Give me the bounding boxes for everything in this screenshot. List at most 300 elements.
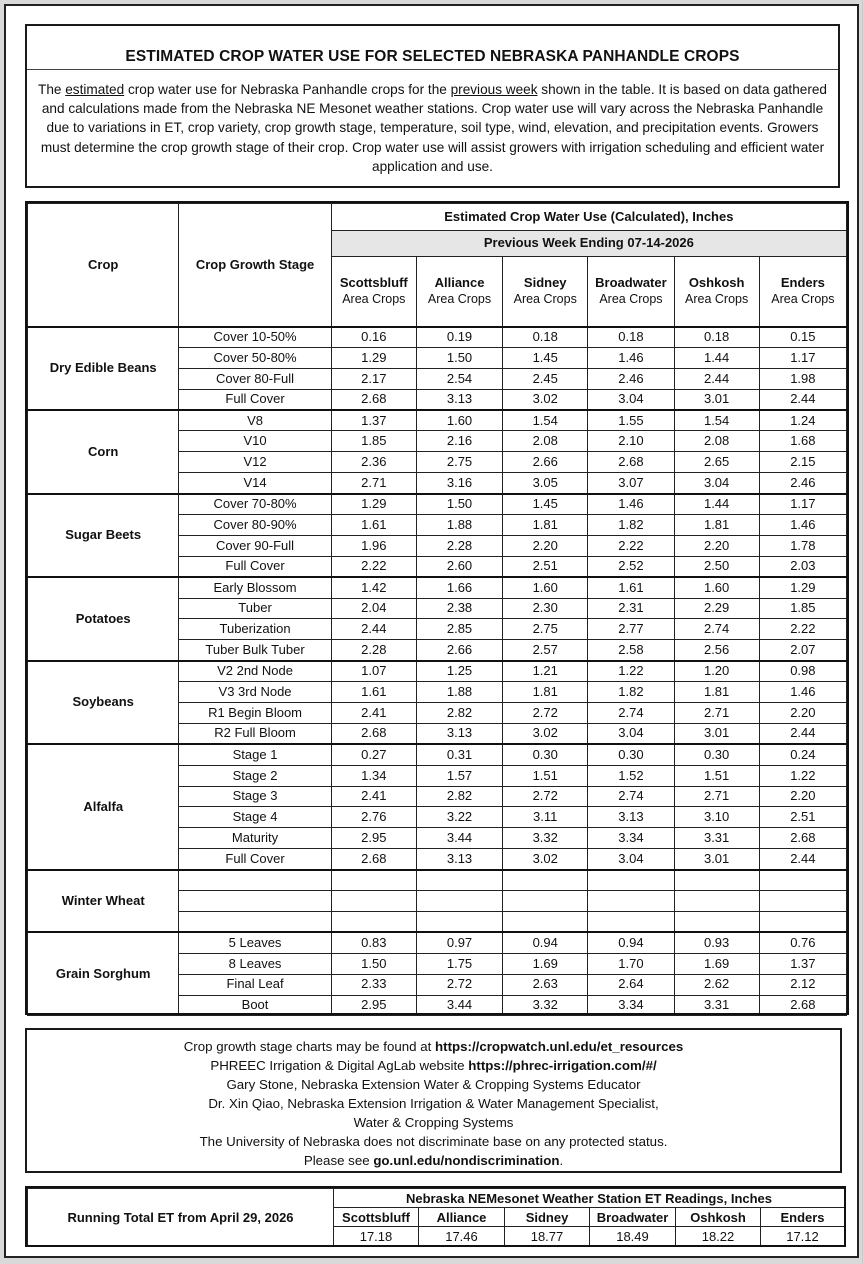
water-use-value-cell: 1.69 xyxy=(503,953,588,974)
et-location-header: Scottsbluff xyxy=(334,1208,419,1227)
et-location-header: Alliance xyxy=(419,1208,505,1227)
water-use-value-cell xyxy=(503,891,588,912)
water-use-value-cell: 2.44 xyxy=(759,389,846,410)
water-use-value-cell: 2.20 xyxy=(674,535,759,556)
growth-stage-cell: R2 Full Bloom xyxy=(179,723,331,744)
water-use-value-cell: 2.72 xyxy=(416,974,502,995)
water-use-value-cell: 2.17 xyxy=(331,368,416,389)
water-use-value-cell: 3.44 xyxy=(416,995,502,1016)
growth-stage-cell: Cover 80-90% xyxy=(179,515,331,536)
water-use-value-cell: 2.04 xyxy=(331,598,416,619)
water-use-value-cell: 1.98 xyxy=(759,368,846,389)
water-use-value-cell: 2.68 xyxy=(759,828,846,849)
water-use-value-cell xyxy=(674,870,759,891)
water-use-value-cell: 1.21 xyxy=(503,661,588,682)
water-use-value-cell: 2.57 xyxy=(503,640,588,661)
location-name: Broadwater xyxy=(595,274,667,290)
col-header-location xyxy=(588,257,674,327)
water-use-value-cell: 3.16 xyxy=(416,473,502,494)
growth-stage-cell: Cover 70-80% xyxy=(179,494,331,515)
col-header-stage: Crop Growth Stage xyxy=(179,204,331,327)
water-use-value-cell: 2.33 xyxy=(331,974,416,995)
water-use-value-cell: 2.60 xyxy=(416,556,502,577)
water-use-value-cell: 2.51 xyxy=(503,556,588,577)
growth-stage-cell: V2 2nd Node xyxy=(179,661,331,682)
table-row xyxy=(28,410,847,431)
water-use-value-cell: 2.44 xyxy=(331,619,416,640)
water-use-value-cell: 3.04 xyxy=(588,849,674,870)
water-use-value-cell: 1.25 xyxy=(416,661,502,682)
water-use-value-cell: 2.52 xyxy=(588,556,674,577)
et-value-cell: 18.22 xyxy=(676,1227,761,1246)
water-use-value-cell xyxy=(503,870,588,891)
table-row xyxy=(28,661,847,682)
growth-stage-cell: Tuberization xyxy=(179,619,331,640)
water-use-value-cell: 1.50 xyxy=(416,347,502,368)
growth-stage-cell: Maturity xyxy=(179,828,331,849)
water-use-value-cell: 3.13 xyxy=(416,849,502,870)
crop-name-cell: Soybeans xyxy=(28,661,179,745)
water-use-value-cell: 1.60 xyxy=(674,577,759,598)
water-use-value-cell: 2.38 xyxy=(416,598,502,619)
water-use-value-cell: 1.51 xyxy=(674,765,759,786)
growth-stage-cell: Tuber xyxy=(179,598,331,619)
water-use-value-cell: 2.45 xyxy=(503,368,588,389)
et-value-cell: 17.18 xyxy=(334,1227,419,1246)
water-use-value-cell xyxy=(674,891,759,912)
water-use-value-cell: 2.31 xyxy=(588,598,674,619)
et-value-cell: 18.49 xyxy=(590,1227,676,1246)
water-use-value-cell: 1.85 xyxy=(759,598,846,619)
location-area-label: Area Crops xyxy=(771,292,835,307)
water-use-value-cell: 1.78 xyxy=(759,535,846,556)
et-location-header: Oshkosh xyxy=(676,1208,761,1227)
crop-name-cell: Dry Edible Beans xyxy=(28,327,179,411)
water-use-value-cell: 2.10 xyxy=(588,431,674,452)
water-use-value-cell: 3.34 xyxy=(588,828,674,849)
water-use-value-cell: 2.63 xyxy=(503,974,588,995)
growth-stage-cell: Stage 4 xyxy=(179,807,331,828)
water-use-value-cell: 0.94 xyxy=(503,932,588,953)
water-use-value-cell: 1.60 xyxy=(416,410,502,431)
growth-stage-cell: Final Leaf xyxy=(179,974,331,995)
phreec-link[interactable]: https://phrec-irrigation.com/#/ xyxy=(468,1058,657,1073)
water-use-value-cell xyxy=(588,870,674,891)
water-use-value-cell: 3.32 xyxy=(503,828,588,849)
water-use-value-cell: 1.55 xyxy=(588,410,674,431)
water-use-value-cell: 2.36 xyxy=(331,452,416,473)
growth-stage-cell: V10 xyxy=(179,431,331,452)
water-use-value-cell: 3.02 xyxy=(503,723,588,744)
water-use-value-cell: 2.22 xyxy=(759,619,846,640)
water-use-value-cell: 1.44 xyxy=(674,347,759,368)
table-row xyxy=(28,870,847,891)
water-use-value-cell xyxy=(503,911,588,932)
et-location-header: Enders xyxy=(761,1208,845,1227)
crop-name-cell: Sugar Beets xyxy=(28,494,179,578)
water-use-value-cell: 2.82 xyxy=(416,786,502,807)
water-use-value-cell: 3.01 xyxy=(674,723,759,744)
growth-stage-cell xyxy=(179,870,331,891)
water-use-value-cell xyxy=(759,911,846,932)
water-use-value-cell: 1.37 xyxy=(759,953,846,974)
water-use-value-cell xyxy=(331,870,416,891)
water-use-value-cell: 3.13 xyxy=(416,389,502,410)
water-use-value-cell: 1.46 xyxy=(759,682,846,703)
water-use-value-cell: 2.41 xyxy=(331,703,416,724)
crop-name-cell: Potatoes xyxy=(28,577,179,661)
growth-stage-cell: Cover 50-80% xyxy=(179,347,331,368)
location-name: Alliance xyxy=(434,274,485,290)
location-area-label: Area Crops xyxy=(599,292,663,307)
water-use-value-cell: 3.04 xyxy=(674,473,759,494)
water-use-value-cell: 3.10 xyxy=(674,807,759,828)
water-use-value-cell: 1.82 xyxy=(588,515,674,536)
water-use-value-cell xyxy=(759,891,846,912)
water-use-value-cell: 2.30 xyxy=(503,598,588,619)
water-use-value-cell: 0.94 xyxy=(588,932,674,953)
water-use-value-cell: 2.44 xyxy=(759,723,846,744)
water-use-value-cell: 3.04 xyxy=(588,389,674,410)
water-use-value-cell: 3.22 xyxy=(416,807,502,828)
water-use-value-cell: 1.17 xyxy=(759,347,846,368)
water-use-value-cell: 1.81 xyxy=(503,682,588,703)
info-line-qiao-dept: Water & Cropping Systems xyxy=(353,1115,514,1130)
water-use-value-cell: 1.75 xyxy=(416,953,502,974)
col-header-crop: Crop xyxy=(28,204,179,327)
water-use-value-cell: 1.22 xyxy=(759,765,846,786)
water-use-value-cell: 0.30 xyxy=(588,744,674,765)
water-use-value-cell: 3.01 xyxy=(674,849,759,870)
water-use-value-cell: 1.50 xyxy=(416,494,502,515)
table-row xyxy=(28,577,847,598)
col-header-location xyxy=(674,257,759,327)
water-use-value-cell: 1.07 xyxy=(331,661,416,682)
water-use-value-cell: 1.45 xyxy=(503,347,588,368)
water-use-value-cell: 2.58 xyxy=(588,640,674,661)
col-header-location xyxy=(416,257,502,327)
desc-part: The xyxy=(38,82,66,97)
water-use-value-cell: 2.68 xyxy=(588,452,674,473)
water-use-value-cell: 2.29 xyxy=(674,598,759,619)
water-use-value-cell: 1.60 xyxy=(503,577,588,598)
water-use-value-cell: 2.85 xyxy=(416,619,502,640)
water-use-value-cell xyxy=(416,911,502,932)
desc-estimated: estimated xyxy=(65,82,125,97)
water-use-value-cell: 2.16 xyxy=(416,431,502,452)
water-use-value-cell: 2.56 xyxy=(674,640,759,661)
water-use-value-cell: 2.76 xyxy=(331,807,416,828)
water-use-value-cell: 1.44 xyxy=(674,494,759,515)
title-divider xyxy=(27,69,838,70)
growth-stage-cell xyxy=(179,891,331,912)
description-text xyxy=(37,80,828,176)
et-location-header: Broadwater xyxy=(590,1208,676,1227)
growth-stage-cell xyxy=(179,911,331,932)
table-row xyxy=(28,744,847,765)
info-text: Please see xyxy=(303,1153,374,1168)
water-use-value-cell: 0.30 xyxy=(674,744,759,765)
crop-water-use-table xyxy=(27,203,847,1016)
info-text: PHREEC Irrigation & Digital AgLab website xyxy=(210,1058,469,1073)
info-text: . xyxy=(559,1153,564,1168)
water-use-value-cell: 3.13 xyxy=(416,723,502,744)
water-use-value-cell: 2.74 xyxy=(674,619,759,640)
water-use-value-cell: 2.64 xyxy=(588,974,674,995)
cropwatch-link[interactable]: https://cropwatch.unl.edu/et_resources xyxy=(435,1039,684,1054)
water-use-value-cell: 0.31 xyxy=(416,744,502,765)
growth-stage-cell: Stage 3 xyxy=(179,786,331,807)
water-use-value-cell: 2.44 xyxy=(759,849,846,870)
water-use-value-cell: 3.31 xyxy=(674,828,759,849)
water-use-value-cell: 3.04 xyxy=(588,723,674,744)
desc-part: crop water use for Nebraska Panhandle crops for the xyxy=(124,82,451,97)
water-use-value-cell: 1.24 xyxy=(759,410,846,431)
growth-stage-cell: R1 Begin Bloom xyxy=(179,703,331,724)
growth-stage-cell: 5 Leaves xyxy=(179,932,331,953)
col-header-location xyxy=(503,257,588,327)
growth-stage-cell: Full Cover xyxy=(179,849,331,870)
report-sheet xyxy=(4,4,859,1258)
water-use-value-cell: 3.02 xyxy=(503,849,588,870)
water-use-value-cell: 2.75 xyxy=(503,619,588,640)
water-use-value-cell: 1.69 xyxy=(674,953,759,974)
water-use-value-cell: 0.19 xyxy=(416,327,502,348)
water-use-value-cell: 2.41 xyxy=(331,786,416,807)
location-area-label: Area Crops xyxy=(342,292,406,307)
water-use-value-cell: 3.02 xyxy=(503,389,588,410)
water-use-value-cell: 2.68 xyxy=(331,723,416,744)
growth-stage-cell: V14 xyxy=(179,473,331,494)
crop-name-cell: Winter Wheat xyxy=(28,870,179,933)
water-use-value-cell: 2.68 xyxy=(331,849,416,870)
water-use-value-cell: 1.70 xyxy=(588,953,674,974)
water-use-value-cell xyxy=(588,911,674,932)
info-line-stone: Gary Stone, Nebraska Extension Water & Cropping Systems Educator xyxy=(226,1077,641,1092)
water-use-value-cell: 0.98 xyxy=(759,661,846,682)
et-title: Nebraska NEMesonet Weather Station ET Readings, Inches xyxy=(334,1189,845,1208)
growth-stage-cell: Full Cover xyxy=(179,389,331,410)
water-use-value-cell: 2.95 xyxy=(331,995,416,1016)
location-name: Enders xyxy=(780,274,825,290)
water-use-value-cell: 1.29 xyxy=(331,494,416,515)
water-use-value-cell: 2.95 xyxy=(331,828,416,849)
water-use-value-cell: 2.66 xyxy=(416,640,502,661)
water-use-value-cell: 2.71 xyxy=(674,786,759,807)
growth-stage-cell: Boot xyxy=(179,995,331,1016)
water-use-value-cell: 0.18 xyxy=(503,327,588,348)
water-use-value-cell: 0.24 xyxy=(759,744,846,765)
et-location-header: Sidney xyxy=(505,1208,590,1227)
water-use-value-cell: 1.61 xyxy=(588,577,674,598)
water-use-value-cell: 3.32 xyxy=(503,995,588,1016)
water-use-value-cell: 1.46 xyxy=(759,515,846,536)
water-use-value-cell: 2.20 xyxy=(759,786,846,807)
water-use-value-cell: 1.51 xyxy=(503,765,588,786)
water-use-value-cell: 2.66 xyxy=(503,452,588,473)
table-row xyxy=(28,494,847,515)
water-use-value-cell: 1.29 xyxy=(331,347,416,368)
water-use-value-cell: 3.34 xyxy=(588,995,674,1016)
info-box xyxy=(25,1028,842,1173)
water-use-value-cell: 2.50 xyxy=(674,556,759,577)
water-use-value-cell: 0.18 xyxy=(588,327,674,348)
desc-previous-week: previous week xyxy=(450,82,538,97)
water-use-value-cell: 3.11 xyxy=(503,807,588,828)
week-header: Previous Week Ending 07-14-2026 xyxy=(331,231,846,257)
info-line-cropwatch xyxy=(27,1037,840,1056)
water-use-value-cell xyxy=(331,911,416,932)
water-use-value-cell: 1.54 xyxy=(503,410,588,431)
water-use-value-cell: 3.44 xyxy=(416,828,502,849)
water-use-value-cell: 1.42 xyxy=(331,577,416,598)
water-use-value-cell: 2.77 xyxy=(588,619,674,640)
water-use-value-cell: 1.37 xyxy=(331,410,416,431)
water-use-value-cell: 2.22 xyxy=(331,556,416,577)
water-use-value-cell: 2.74 xyxy=(588,786,674,807)
desc-part: shown in the table. It is based on data gathered and calculations made from the Nebraska NE Mesonet weather stations. Crop water use will vary across the Nebraska Panhandle due to variations in ET, crop variety, crop growth stage, temperature, soil type, wind, elevation, and precipitation events. Growers must determine the crop growth stage of their crop. Crop water use will assist growers with irrigation scheduling and efficient water application and use. xyxy=(40,82,827,174)
water-use-value-cell: 2.68 xyxy=(331,389,416,410)
nondiscrimination-link[interactable]: go.unl.edu/nondiscrimination xyxy=(373,1153,560,1168)
water-use-value-cell: 1.22 xyxy=(588,661,674,682)
water-use-value-cell: 3.31 xyxy=(674,995,759,1016)
water-use-value-cell: 2.28 xyxy=(331,640,416,661)
water-use-value-cell: 3.05 xyxy=(503,473,588,494)
growth-stage-cell: V12 xyxy=(179,452,331,473)
water-use-value-cell: 1.29 xyxy=(759,577,846,598)
et-running-total-label: Running Total ET from April 29, 2026 xyxy=(28,1189,334,1246)
water-use-value-cell: 1.54 xyxy=(674,410,759,431)
water-use-value-cell: 1.81 xyxy=(503,515,588,536)
water-use-value-cell: 2.65 xyxy=(674,452,759,473)
water-use-value-cell: 2.71 xyxy=(331,473,416,494)
location-name: Sidney xyxy=(523,274,567,290)
water-use-value-cell: 1.68 xyxy=(759,431,846,452)
water-use-value-cell: 3.13 xyxy=(588,807,674,828)
water-use-value-cell: 1.57 xyxy=(416,765,502,786)
water-use-value-cell: 0.15 xyxy=(759,327,846,348)
water-use-value-cell: 1.20 xyxy=(674,661,759,682)
water-use-value-cell: 2.20 xyxy=(503,535,588,556)
water-use-value-cell: 0.97 xyxy=(416,932,502,953)
page-title: ESTIMATED CROP WATER USE FOR SELECTED NEBRASKA PANHANDLE CROPS xyxy=(125,48,740,65)
growth-stage-cell: Cover 80-Full xyxy=(179,368,331,389)
location-area-label: Area Crops xyxy=(513,292,577,307)
water-use-value-cell: 1.81 xyxy=(674,682,759,703)
water-use-value-cell: 2.46 xyxy=(588,368,674,389)
water-use-value-cell: 0.27 xyxy=(331,744,416,765)
water-use-value-cell: 2.75 xyxy=(416,452,502,473)
location-name: Oshkosh xyxy=(688,274,745,290)
water-use-value-cell: 1.88 xyxy=(416,682,502,703)
location-name: Scottsbluff xyxy=(339,274,408,290)
water-use-value-cell: 2.03 xyxy=(759,556,846,577)
water-use-value-cell: 2.22 xyxy=(588,535,674,556)
water-use-value-cell: 1.82 xyxy=(588,682,674,703)
water-use-value-cell: 1.46 xyxy=(588,494,674,515)
info-text: Crop growth stage charts may be found at xyxy=(183,1039,436,1054)
water-use-value-cell: 1.50 xyxy=(331,953,416,974)
water-use-value-cell: 2.72 xyxy=(503,786,588,807)
water-use-value-cell: 2.44 xyxy=(674,368,759,389)
growth-stage-cell: V3 3rd Node xyxy=(179,682,331,703)
table-row xyxy=(28,932,847,953)
water-use-value-cell: 3.07 xyxy=(588,473,674,494)
crop-name-cell: Corn xyxy=(28,410,179,494)
growth-stage-cell: Full Cover xyxy=(179,556,331,577)
water-use-value-cell: 1.61 xyxy=(331,682,416,703)
growth-stage-cell: Cover 90-Full xyxy=(179,535,331,556)
water-use-value-cell: 1.52 xyxy=(588,765,674,786)
location-area-label: Area Crops xyxy=(685,292,749,307)
et-value-cell: 17.46 xyxy=(419,1227,505,1246)
water-use-value-cell: 1.46 xyxy=(588,347,674,368)
water-use-value-cell: 1.45 xyxy=(503,494,588,515)
water-use-value-cell: 1.81 xyxy=(674,515,759,536)
water-use-value-cell: 2.08 xyxy=(674,431,759,452)
water-use-value-cell: 2.54 xyxy=(416,368,502,389)
crop-name-cell: Alfalfa xyxy=(28,744,179,869)
water-use-value-cell: 0.83 xyxy=(331,932,416,953)
et-value-cell: 17.12 xyxy=(761,1227,845,1246)
col-header-location xyxy=(331,257,416,327)
info-line-please-see xyxy=(27,1151,840,1170)
location-area-label: Area Crops xyxy=(427,292,492,307)
water-use-value-cell xyxy=(416,870,502,891)
water-use-value-cell: 2.62 xyxy=(674,974,759,995)
group-header: Estimated Crop Water Use (Calculated), Inches xyxy=(331,204,846,231)
water-use-value-cell xyxy=(674,911,759,932)
water-use-value-cell: 0.30 xyxy=(503,744,588,765)
water-use-value-cell: 1.85 xyxy=(331,431,416,452)
water-use-value-cell: 2.12 xyxy=(759,974,846,995)
water-use-value-cell: 3.01 xyxy=(674,389,759,410)
water-use-value-cell: 2.74 xyxy=(588,703,674,724)
water-use-value-cell xyxy=(588,891,674,912)
water-use-value-cell: 2.68 xyxy=(759,995,846,1016)
water-use-value-cell: 2.15 xyxy=(759,452,846,473)
water-use-value-cell: 1.66 xyxy=(416,577,502,598)
water-use-value-cell: 2.20 xyxy=(759,703,846,724)
growth-stage-cell: Early Blossom xyxy=(179,577,331,598)
et-readings-table xyxy=(27,1188,845,1246)
water-use-value-cell xyxy=(759,870,846,891)
crop-name-cell: Grain Sorghum xyxy=(28,932,179,1016)
water-use-value-cell: 2.28 xyxy=(416,535,502,556)
table-row xyxy=(28,327,847,348)
water-use-value-cell: 1.96 xyxy=(331,535,416,556)
growth-stage-cell: 8 Leaves xyxy=(179,953,331,974)
growth-stage-cell: Cover 10-50% xyxy=(179,327,331,348)
info-line-nondiscrimination: The University of Nebraska does not discriminate base on any protected status. xyxy=(199,1134,668,1149)
water-use-value-cell: 2.72 xyxy=(503,703,588,724)
water-use-value-cell: 2.08 xyxy=(503,431,588,452)
water-use-value-cell xyxy=(416,891,502,912)
col-header-location xyxy=(759,257,846,327)
water-use-value-cell: 2.51 xyxy=(759,807,846,828)
water-use-value-cell: 0.18 xyxy=(674,327,759,348)
info-line-qiao: Dr. Xin Qiao, Nebraska Extension Irrigation & Water Management Specialist, xyxy=(208,1096,659,1111)
water-use-value-cell: 2.82 xyxy=(416,703,502,724)
water-use-value-cell xyxy=(331,891,416,912)
water-use-value-cell: 1.88 xyxy=(416,515,502,536)
water-use-value-cell: 2.07 xyxy=(759,640,846,661)
et-value-cell: 18.77 xyxy=(505,1227,590,1246)
water-use-value-cell: 0.93 xyxy=(674,932,759,953)
water-use-value-cell: 2.71 xyxy=(674,703,759,724)
water-use-value-cell: 0.16 xyxy=(331,327,416,348)
growth-stage-cell: Tuber Bulk Tuber xyxy=(179,640,331,661)
